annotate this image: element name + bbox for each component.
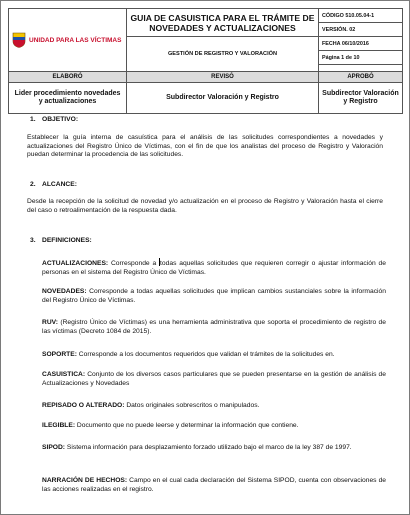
document-version: VERSIÓN. 02 xyxy=(319,23,403,37)
section-heading-objetivo: 1. OBJETIVO: xyxy=(30,116,79,123)
definition-sipod: SIPOD: Sistema información para desplazamiento forzado utilizado bajo el marco de la ley 387 de 1997. xyxy=(42,444,352,451)
document-subtitle: GESTIÓN DE REGISTRO Y VALORACIÓN xyxy=(127,37,319,72)
page-number: Página 1 de 10 xyxy=(319,51,403,65)
document-code: CÓDIGO 510.05.04-1 xyxy=(319,9,403,23)
col-aprobo: APROBÓ xyxy=(319,72,403,83)
logo-text: UNIDAD PARA LAS VÍCTIMAS xyxy=(29,36,122,44)
document-header xyxy=(8,8,403,114)
definition-casuistica: CASUISTICA: Conjunto de los diversos casos particulares que se pueden presentarse en la gestión de análisis de Actualizaciones y Novedades xyxy=(42,371,386,387)
elaboro-value: Lider procedimiento novedades y actualizaciones xyxy=(9,83,127,114)
reviso-value: Subdirector Valoración y Registro xyxy=(127,83,319,114)
logo-cell xyxy=(9,9,127,72)
section-text-objetivo: Establecer la guía interna de casuística para el análisis de las solicitudes correspondientes a novedades y actualizaciones del Registro Único de Víctimas, con el fin de que los analistas del proceso de Registro y Valoración puedan determinar la procedencia de las solicitudes. xyxy=(27,134,383,159)
definition-novedades: NOVEDADES: Corresponde a todas aquellas solicitudes que implican cambios sustanciales sobre la información del Registro Único de Víctimas. xyxy=(42,288,386,304)
section-heading-alcance: 2. ALCANCE: xyxy=(30,181,77,188)
definition-actualizaciones: ACTUALIZACIONES: Corresponde a todas aquellas solicitudes que requieren corregir o ajustar información de personas en el sistema del Registro Único de Víctimas. xyxy=(42,260,386,276)
definition-soporte: SOPORTE: Corresponde a los documentos requeridos que validan el trámites de la solicitudes en. xyxy=(42,351,335,358)
definition-narracion: NARRACIÓN DE HECHOS: Campo en el cual cada declaración del Sistema SIPOD, cuenta con observaciones de las acciones realizadas en el registro. xyxy=(42,477,387,493)
definition-repisado: REPISADO O ALTERADO: Datos originales sobrescritos o manipulados. xyxy=(42,402,260,409)
logo xyxy=(12,32,123,48)
col-elaboro: ELABORÓ xyxy=(9,72,127,83)
col-reviso: REVISÓ xyxy=(127,72,319,83)
spacer-cell xyxy=(319,65,403,72)
definition-ruv: RUV: (Registro Único de Víctimas) es una herramienta administrativa que soporta el procedimiento de registro de las víctimas (Decreto 1084 de 2015). xyxy=(42,319,386,335)
aprobo-value: Subdirector Valoración y Registro xyxy=(319,83,403,114)
document-title: GUIA DE CASUISTICA PARA EL TRÁMITE DE NOVEDADES Y ACTUALIZACIONES xyxy=(127,9,319,37)
coat-of-arms-icon xyxy=(12,32,26,48)
section-heading-definiciones: 3. DEFINICIONES: xyxy=(30,237,92,244)
definition-ilegible: ILEGIBLE: Documento que no puede leerse y determinar la información que contiene. xyxy=(42,422,299,429)
section-text-alcance: Desde la recepción de la solicitud de novedad y/o actualización en el proceso de Registro y Valoración hasta el cierre del caso o retroalimentación de la respuesta dada. xyxy=(27,198,383,214)
document-date: FECHA 06/10/2016 xyxy=(319,37,403,51)
